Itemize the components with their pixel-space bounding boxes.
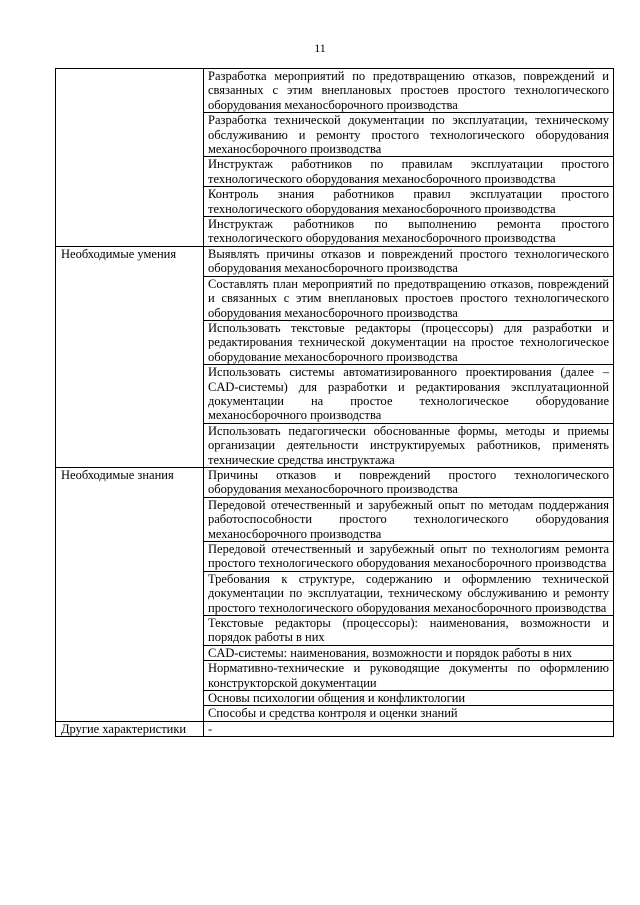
table-cell: Инструктаж работников по выполнению ремонта простого технологического оборудования механосборочного производства — [204, 217, 614, 247]
table-cell: Разработка технической документации по эксплуатации, техническому обслуживанию и ремонту простого технологического оборудования механосборочного производства — [204, 113, 614, 157]
table-cell: Основы психологии общения и конфликтологии — [204, 691, 614, 706]
table-cell: CAD-системы: наименования, возможности и порядок работы в них — [204, 645, 614, 660]
table-row — [56, 246, 614, 276]
table-row — [56, 721, 614, 736]
table-cell: Инструктаж работников по правилам эксплуатации простого технологического оборудования механосборочного производства — [204, 157, 614, 187]
table-cell: Передовой отечественный и зарубежный опыт по методам поддержания работоспособности простого технологического оборудования механосборочного производства — [204, 497, 614, 541]
table-cell: Нормативно-технические и руководящие документы по оформлению конструкторской документации — [204, 661, 614, 691]
table-cell: Составлять план мероприятий по предотвращению отказов, повреждений и связанных с этим внеплановых простоев простого технологического оборудования механосборочного производства — [204, 276, 614, 320]
section-label: Другие характеристики — [56, 721, 204, 736]
table-cell: Использовать текстовые редакторы (процессоры) для разработки и редактирования технической документации на простое технологическое оборудование механосборочного производства — [204, 320, 614, 364]
table-cell: Способы и средства контроля и оценки знаний — [204, 706, 614, 721]
table-cell: Требования к структуре, содержанию и оформлению технической документации по эксплуатации, техническому обслуживанию и ремонту простого технологического оборудования механосборочного производства — [204, 571, 614, 615]
page-number: 11 — [314, 41, 326, 55]
characteristics-table — [55, 68, 614, 737]
section-label: Необходимые умения — [56, 246, 204, 467]
table-row — [56, 467, 614, 497]
table-cell: Разработка мероприятий по предотвращению отказов, повреждений и связанных с этим внеплановых простоев простого технологического оборудования механосборочного производства — [204, 69, 614, 113]
table-cell: Выявлять причины отказов и повреждений простого технологического оборудования механосборочного производства — [204, 246, 614, 276]
section-label — [56, 69, 204, 247]
table-cell: Текстовые редакторы (процессоры): наименования, возможности и порядок работы в них — [204, 616, 614, 646]
table-cell: - — [204, 721, 614, 736]
table-cell: Передовой отечественный и зарубежный опыт по технологиям ремонта простого технологического оборудования механосборочного производства — [204, 542, 614, 572]
table-cell: Использовать системы автоматизированного проектирования (далее – CAD-системы) для разработки и редактирования эксплуатационной документации на простое технологическое оборудование механосборочного производства — [204, 365, 614, 424]
table-cell: Контроль знания работников правил эксплуатации простого технологического оборудования механосборочного производства — [204, 187, 614, 217]
table-cell: Использовать педагогически обоснованные формы, методы и приемы организации деятельности инструктируемых работников, применять технические средства инструктажа — [204, 423, 614, 467]
section-label: Необходимые знания — [56, 467, 204, 721]
table-row — [56, 69, 614, 113]
table-cell: Причины отказов и повреждений простого технологического оборудования механосборочного производства — [204, 467, 614, 497]
